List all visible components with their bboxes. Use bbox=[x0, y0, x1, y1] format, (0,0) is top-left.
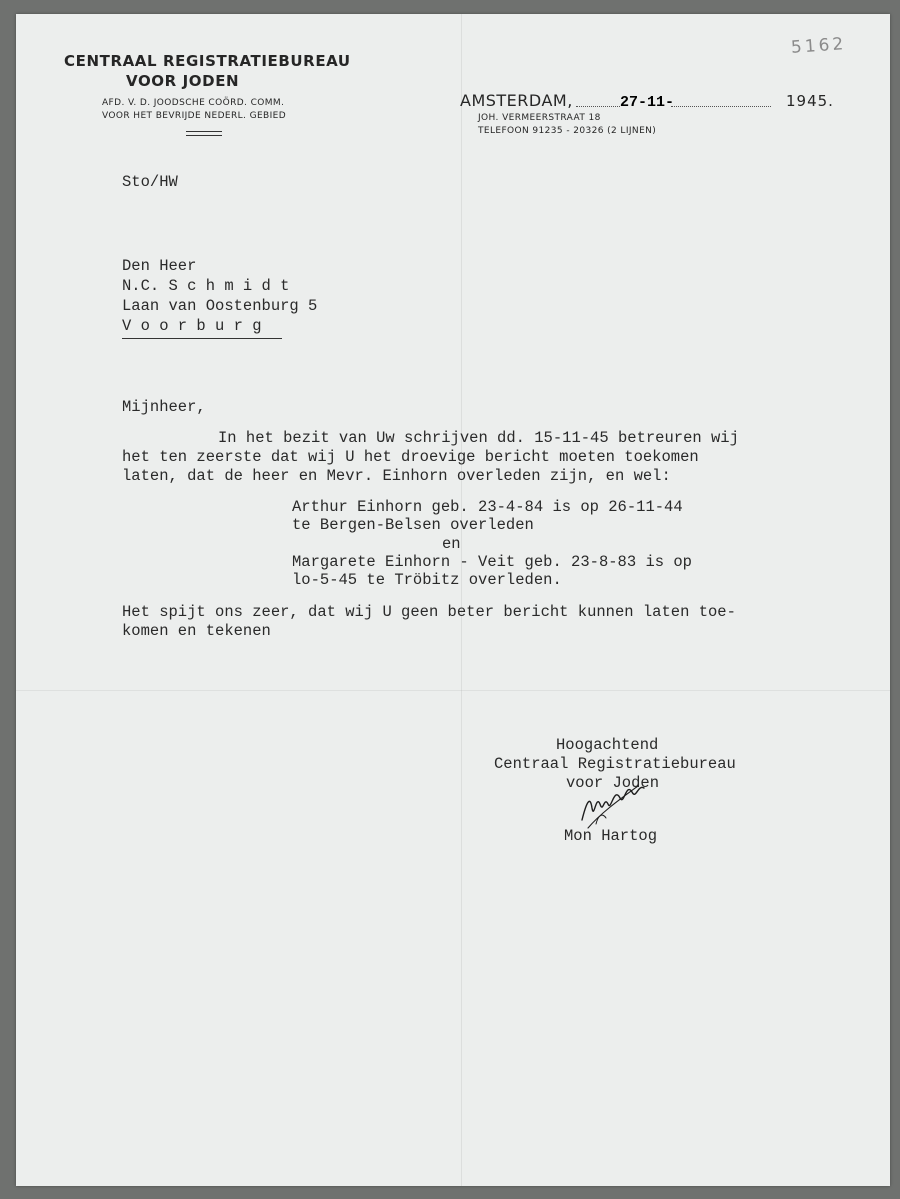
signatory-name: Mon Hartog bbox=[564, 827, 658, 845]
letter-sheet bbox=[16, 14, 890, 1186]
detail-line: lo-5-45 te Tröbitz overleden. bbox=[292, 571, 562, 589]
detail-line: en bbox=[442, 535, 461, 553]
letterhead-rule bbox=[186, 131, 222, 132]
closing-greeting: Hoogachtend bbox=[556, 736, 659, 754]
recipient-line: Den Heer bbox=[122, 257, 197, 275]
reference-code: Sto/HW bbox=[122, 173, 178, 191]
date-dotted-line bbox=[671, 106, 771, 107]
handwritten-signature bbox=[576, 774, 656, 836]
paragraph-line: het ten zeerste dat wij U het droevige bericht moeten toekomen bbox=[122, 448, 699, 466]
letter-date: 27-11- bbox=[620, 94, 675, 111]
detail-line: Arthur Einhorn geb. 23-4-84 is op 26-11-44 bbox=[292, 498, 683, 516]
letterhead-rule bbox=[186, 135, 222, 136]
city: AMSTERDAM, bbox=[460, 91, 573, 110]
recipient-street: Laan van Oostenburg 5 bbox=[122, 297, 318, 315]
paragraph-line: laten, dat de heer en Mevr. Einhorn overleden zijn, en wel: bbox=[122, 467, 671, 485]
recipient-name: N.C. S c h m i d t bbox=[122, 277, 290, 295]
fold-line-horizontal bbox=[16, 690, 890, 691]
paragraph-line: In het bezit van Uw schrijven dd. 15-11-45 betreuren wij bbox=[218, 429, 739, 447]
letter-year: 1945. bbox=[786, 92, 834, 110]
salutation: Mijnheer, bbox=[122, 398, 206, 416]
dept-line1: AFD. V. D. JOODSCHE COÖRD. COMM. bbox=[102, 98, 285, 108]
date-dotted-line bbox=[576, 106, 620, 107]
signature-org-line1: Centraal Registratiebureau bbox=[494, 755, 736, 773]
org-phone: TELEFOON 91235 - 20326 (2 LIJNEN) bbox=[478, 126, 657, 136]
closing-line: komen en tekenen bbox=[122, 622, 271, 640]
archive-number: 5162 bbox=[790, 34, 847, 58]
dept-line2: VOOR HET BEVRIJDE NEDERL. GEBIED bbox=[102, 111, 287, 121]
org-name-line1: CENTRAAL REGISTRATIEBUREAU bbox=[64, 52, 351, 70]
org-name-line2: VOOR JODEN bbox=[126, 72, 240, 90]
detail-line: Margarete Einhorn - Veit geb. 23-8-83 is op bbox=[292, 553, 692, 571]
detail-line: te Bergen-Belsen overleden bbox=[292, 516, 534, 534]
closing-line: Het spijt ons zeer, dat wij U geen beter bericht kunnen laten toe- bbox=[122, 603, 736, 621]
signature-org-line2: voor Joden bbox=[566, 774, 660, 792]
recipient-city: V o o r b u r g bbox=[122, 317, 262, 335]
org-address: JOH. VERMEERSTRAAT 18 bbox=[478, 113, 601, 123]
fold-line-vertical bbox=[461, 14, 462, 1186]
recipient-city-underline bbox=[122, 338, 282, 339]
